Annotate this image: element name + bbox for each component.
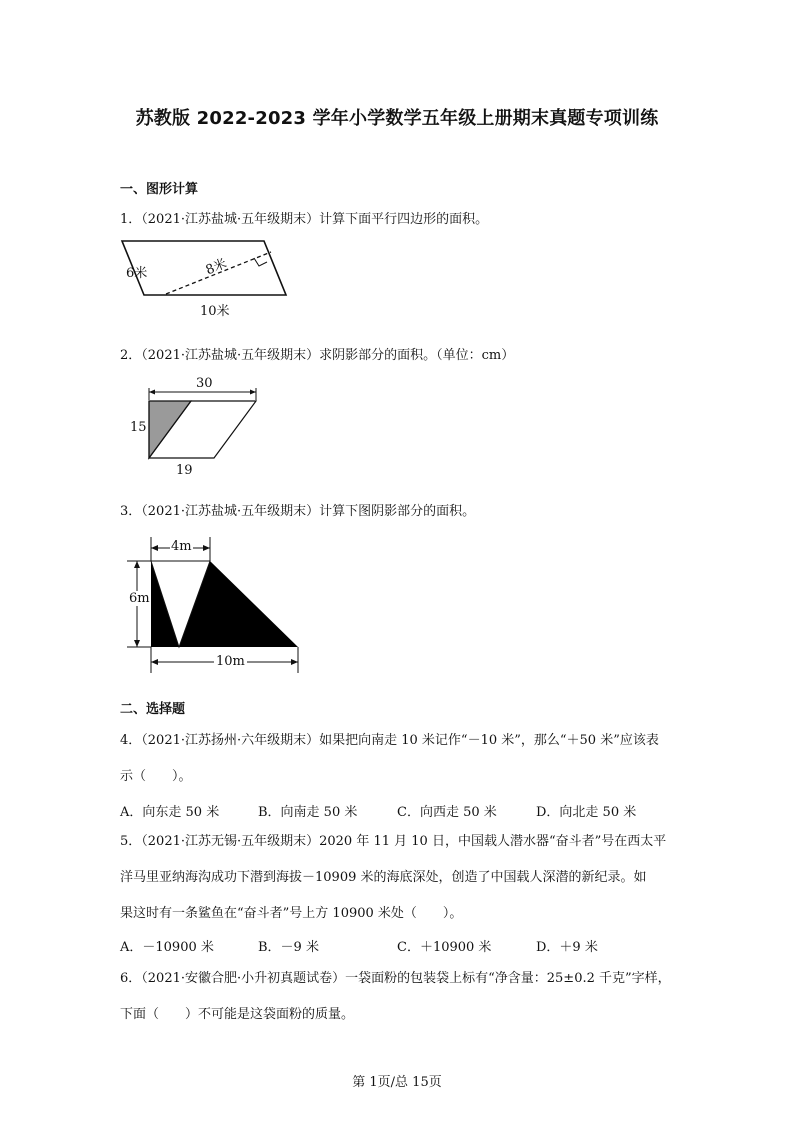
question-2-text: 2．（2021·江苏盐城·五年级期末）求阴影部分的面积。（单位：cm） <box>120 348 515 363</box>
q3-bottom-label: 10m <box>216 654 245 669</box>
question-4-line-1: 4．（2021·江苏扬州·六年级期末）如果把向南走 10 米记作“－10 米”，那么“＋50 米”应该表 <box>120 733 659 748</box>
question-5-line-2: 洋马里亚纳海沟成功下潜到海拔－10909 米的海底深处，创造了中国载人深潜的新纪录。如 <box>120 870 647 885</box>
question-3-text: 3．（2021·江苏盐城·五年级期末）计算下图阴影部分的面积。 <box>120 504 476 519</box>
question-1-text: 1．（2021·江苏盐城·五年级期末）计算下面平行四边形的面积。 <box>120 212 489 227</box>
q2-left-label: 15 <box>130 420 147 435</box>
question-6-line-2: 下面（ ）不可能是这袋面粉的质量。 <box>120 1007 355 1022</box>
question-4-line-2: 示（ ）。 <box>120 769 192 784</box>
q5-option-b[interactable]: B．－9 米 <box>258 940 319 955</box>
q1-right-angle-mark <box>254 258 267 266</box>
q4-option-d[interactable]: D．向北走 50 米 <box>536 805 637 820</box>
page-footer: 第 1页/总 15页 <box>352 1075 442 1090</box>
q1-height-label: 8米 <box>203 256 230 279</box>
q4-option-a[interactable]: A．向东走 50 米 <box>120 805 220 820</box>
q5-option-a[interactable]: A．－10900 米 <box>120 940 214 955</box>
q1-base-label: 10米 <box>200 304 230 319</box>
q4-option-c[interactable]: C．向西走 50 米 <box>397 805 497 820</box>
q1-side-label: 6米 <box>126 266 148 281</box>
q5-option-c[interactable]: C．＋10900 米 <box>397 940 492 955</box>
question-6-line-1: 6．（2021·安徽合肥·小升初真题试卷）一袋面粉的包装袋上标有“净含量：25±0.2 千克”字样， <box>120 971 671 986</box>
q3-left-label: 6m <box>129 591 150 606</box>
question-5-line-1: 5．（2021·江苏无锡·五年级期末）2020 年 11 月 10 日，中国载人潜水器“奋斗者”号在西太平 <box>120 834 667 849</box>
page-title: 苏教版 2022-2023 学年小学数学五年级上册期末真题专项训练 <box>135 108 659 129</box>
q2-shaded-parallelogram-figure <box>140 386 270 466</box>
q2-bottom-label: 19 <box>176 463 193 478</box>
q2-top-label: 30 <box>196 376 213 391</box>
section-heading-figure-calc: 一、图形计算 <box>120 182 199 197</box>
question-5-line-3: 果这时有一条鲨鱼在“奋斗者”号上方 10900 米处（ ）。 <box>120 906 463 921</box>
q5-option-d[interactable]: D．＋9 米 <box>536 940 598 955</box>
section-heading-multiple-choice: 二、选择题 <box>120 702 186 717</box>
q3-top-label: 4m <box>171 539 192 554</box>
q4-option-b[interactable]: B．向南走 50 米 <box>258 805 358 820</box>
